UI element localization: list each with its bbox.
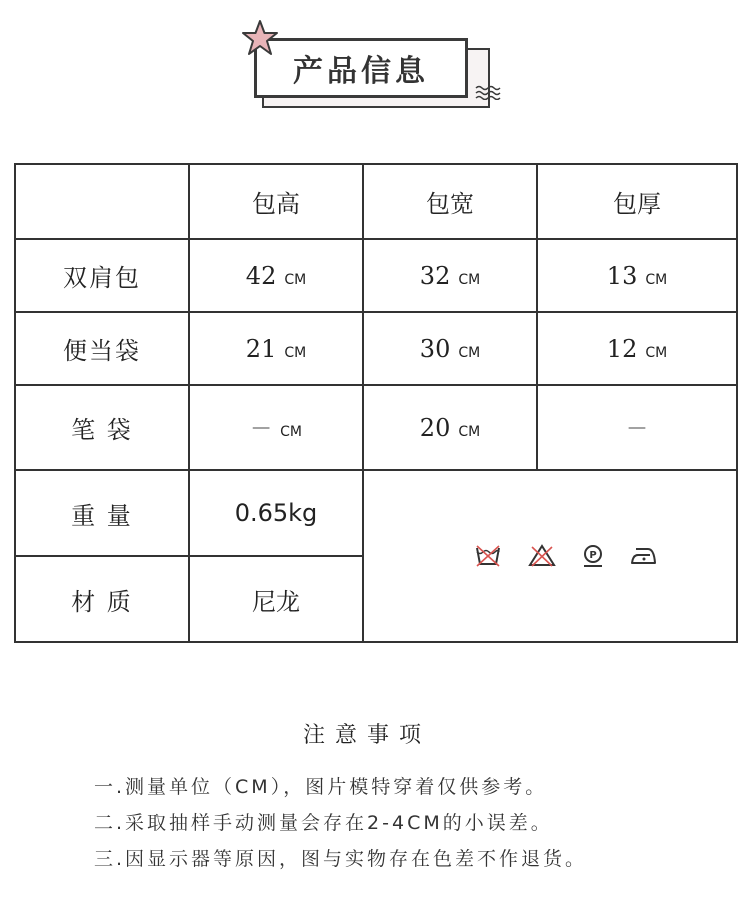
header-height: 包高 (189, 164, 363, 239)
note-item: 二.采取抽样手动测量会存在2-4CM的小误差。 (94, 812, 553, 834)
weight-value: 0.65kg (189, 470, 363, 556)
cell-height: 42 CM (189, 239, 363, 312)
no-hand-wash-icon (474, 544, 502, 568)
title-badge (240, 18, 510, 113)
cell-height: 21 CM (189, 312, 363, 385)
weight-label: 重 量 (15, 470, 189, 556)
page-title: 产品信息 (293, 54, 429, 89)
cell-thickness: 13 CM (537, 239, 737, 312)
note-item: 一.测量单位（CM），图片模特穿着仅供参考。 (94, 776, 548, 798)
spec-table (14, 163, 738, 643)
star-icon (240, 18, 280, 58)
badge-frame (254, 38, 468, 98)
table-row (15, 239, 737, 312)
cell-height: － CM (189, 385, 363, 470)
header-width: 包宽 (363, 164, 537, 239)
note-item: 三.因显示器等原因，图与实物存在色差不作退货。 (94, 848, 588, 870)
cell-width: 20 CM (363, 385, 537, 470)
wave-decoration-icon (474, 84, 504, 100)
header-thickness: 包厚 (537, 164, 737, 239)
table-row (15, 312, 737, 385)
low-iron-icon (630, 545, 658, 567)
care-icons (396, 544, 736, 568)
table-header-row (15, 164, 737, 239)
dry-clean-p-icon (582, 544, 604, 568)
notes-title: 注意事项 (302, 723, 431, 748)
material-value: 尼龙 (189, 556, 363, 642)
table-row (15, 470, 737, 556)
cell-width: 30 CM (363, 312, 537, 385)
row-label: 笔 袋 (15, 385, 189, 470)
care-icons-cell (363, 470, 737, 642)
cell-thickness: 12 CM (537, 312, 737, 385)
cell-thickness: － (537, 385, 737, 470)
table-row (15, 385, 737, 470)
row-label: 便当袋 (15, 312, 189, 385)
header-empty-cell (15, 164, 189, 239)
cell-width: 32 CM (363, 239, 537, 312)
no-bleach-icon (528, 544, 556, 568)
svg-text:P: P (589, 550, 597, 561)
row-label: 双肩包 (15, 239, 189, 312)
material-label: 材 质 (15, 556, 189, 642)
